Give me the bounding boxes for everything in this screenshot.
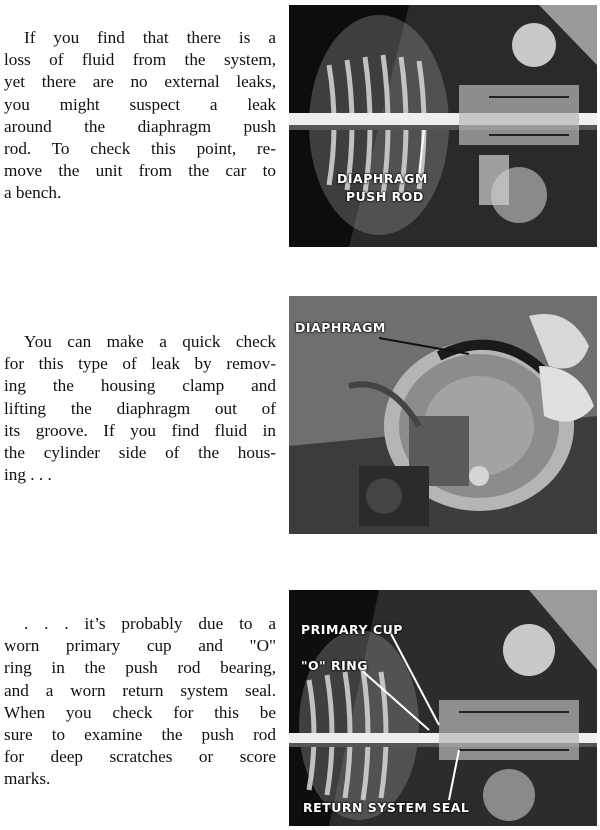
paragraph-check-leak: [4, 27, 276, 205]
paragraph-line: lifting the diaphragm out of: [4, 398, 276, 418]
callout-primary-cup: PRIMARY CUP: [301, 622, 403, 637]
paragraph-line: When you check for this be: [4, 702, 276, 722]
paragraph-line: for deep scratches or score: [4, 747, 276, 767]
paragraph-line: and a worn return system seal.: [4, 680, 276, 700]
paragraph-line: move the unit from the car to: [4, 161, 276, 181]
paragraph-line: . . . it’s probably due to a: [24, 614, 276, 633]
callout-diaphragm: DIAPHRAGM: [295, 320, 386, 335]
paragraph-line: yet there are no external leaks,: [4, 72, 276, 92]
paragraph-line: rod. To check this point, re-: [4, 139, 276, 159]
paragraph-line: loss of fluid from the system,: [4, 50, 276, 70]
paragraph-worn-cup: [4, 613, 276, 791]
callout-push-rod: PUSH ROD: [346, 189, 424, 204]
paragraph-line: its groove. If you find fluid in: [4, 420, 276, 440]
paragraph-line: around the diaphragm push: [4, 116, 276, 136]
paragraph-line: the cylinder side of the hous-: [4, 443, 276, 463]
paragraph-line: You can make a quick check: [24, 332, 276, 351]
paragraph-line: you might suspect a leak: [4, 94, 276, 114]
photo-primary-cup-cutaway: [289, 590, 597, 826]
photo-push-rod-cutaway: [289, 5, 597, 247]
paragraph-line: ing . . .: [4, 465, 52, 485]
paragraph-line: ing the housing clamp and: [4, 376, 276, 396]
callout-diaphragm: DIAPHRAGM: [337, 171, 428, 186]
paragraph-line: marks.: [4, 769, 51, 789]
photo-diaphragm-housing: [289, 296, 597, 534]
paragraph-quick-check: [4, 331, 276, 486]
callout-return-system-seal: RETURN SYSTEM SEAL: [303, 800, 470, 815]
paragraph-line: a bench.: [4, 183, 62, 203]
paragraph-line: ring in the push rod bearing,: [4, 658, 276, 678]
paragraph-line: If you find that there is a: [24, 28, 276, 47]
callout-o-ring: "O" RING: [301, 658, 369, 673]
paragraph-line: sure to examine the push rod: [4, 725, 276, 745]
cutaway-illustration: [289, 5, 597, 247]
paragraph-line: for this type of leak by remov-: [4, 354, 276, 374]
paragraph-line: worn primary cup and "O": [4, 636, 276, 656]
